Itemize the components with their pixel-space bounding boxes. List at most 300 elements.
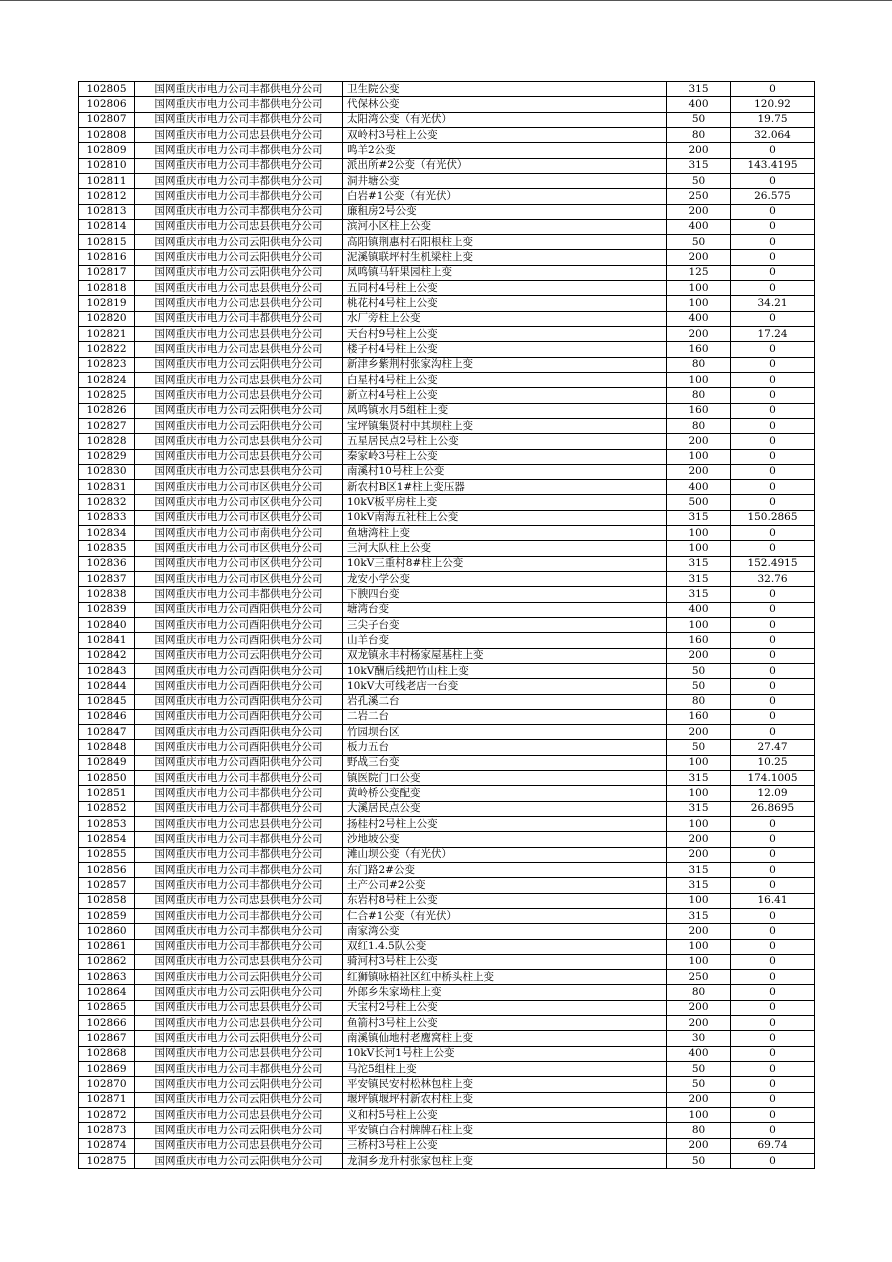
company-cell: 国网重庆市电力公司丰都供电分公司 bbox=[135, 158, 343, 173]
transformer-name-cell: 派出所#2公变（有光伏） bbox=[343, 158, 667, 173]
company-cell: 国网重庆市电力公司酉阳供电分公司 bbox=[135, 633, 343, 648]
company-cell: 国网重庆市电力公司忠县供电分公司 bbox=[135, 219, 343, 234]
capacity-cell: 50 bbox=[667, 1062, 731, 1077]
transformer-name-cell: 洞井塘公变 bbox=[343, 173, 667, 188]
capacity-cell: 250 bbox=[667, 970, 731, 985]
company-cell: 国网重庆市电力公司丰都供电分公司 bbox=[135, 173, 343, 188]
transformer-name-cell: 龙洞乡龙升村张家包柱上变 bbox=[343, 1153, 667, 1168]
transformer-name-cell: 东岩村8号柱上公变 bbox=[343, 893, 667, 908]
value-cell: 0 bbox=[731, 449, 815, 464]
transformer-name-cell: 鸣羊2公变 bbox=[343, 143, 667, 158]
table-row bbox=[79, 296, 815, 311]
capacity-cell: 100 bbox=[667, 617, 731, 632]
value-cell: 0 bbox=[731, 1077, 815, 1092]
row-id-cell: 102866 bbox=[79, 1016, 135, 1031]
value-cell: 0 bbox=[731, 709, 815, 724]
row-id-cell: 102830 bbox=[79, 464, 135, 479]
capacity-cell: 200 bbox=[667, 648, 731, 663]
company-cell: 国网重庆市电力公司忠县供电分公司 bbox=[135, 1046, 343, 1061]
row-id-cell: 102820 bbox=[79, 311, 135, 326]
capacity-cell: 100 bbox=[667, 954, 731, 969]
row-id-cell: 102809 bbox=[79, 143, 135, 158]
value-cell: 0 bbox=[731, 587, 815, 602]
value-cell: 0 bbox=[731, 939, 815, 954]
row-id-cell: 102870 bbox=[79, 1077, 135, 1092]
table-row bbox=[79, 663, 815, 678]
company-cell: 国网重庆市电力公司市区供电分公司 bbox=[135, 572, 343, 587]
table-row bbox=[79, 878, 815, 893]
row-id-cell: 102875 bbox=[79, 1153, 135, 1168]
capacity-cell: 315 bbox=[667, 82, 731, 97]
capacity-cell: 200 bbox=[667, 1016, 731, 1031]
transformer-table bbox=[78, 81, 815, 1169]
capacity-cell: 50 bbox=[667, 173, 731, 188]
value-cell: 0 bbox=[731, 832, 815, 847]
transformer-name-cell: 双龙镇永丰村杨家屋基柱上变 bbox=[343, 648, 667, 663]
table-row bbox=[79, 633, 815, 648]
row-id-cell: 102836 bbox=[79, 556, 135, 571]
capacity-cell: 100 bbox=[667, 296, 731, 311]
company-cell: 国网重庆市电力公司云阳供电分公司 bbox=[135, 418, 343, 433]
value-cell: 69.74 bbox=[731, 1138, 815, 1153]
row-id-cell: 102826 bbox=[79, 403, 135, 418]
transformer-name-cell: 野战三台变 bbox=[343, 755, 667, 770]
value-cell: 0 bbox=[731, 418, 815, 433]
row-id-cell: 102859 bbox=[79, 908, 135, 923]
capacity-cell: 200 bbox=[667, 847, 731, 862]
capacity-cell: 80 bbox=[667, 388, 731, 403]
table-row bbox=[79, 1062, 815, 1077]
transformer-name-cell: 10kV三重村8#柱上公变 bbox=[343, 556, 667, 571]
transformer-name-cell: 五星居民点2号柱上公变 bbox=[343, 434, 667, 449]
row-id-cell: 102817 bbox=[79, 265, 135, 280]
company-cell: 国网重庆市电力公司酉阳供电分公司 bbox=[135, 694, 343, 709]
company-cell: 国网重庆市电力公司丰都供电分公司 bbox=[135, 112, 343, 127]
row-id-cell: 102824 bbox=[79, 372, 135, 387]
table-row bbox=[79, 342, 815, 357]
value-cell: 0 bbox=[731, 434, 815, 449]
row-id-cell: 102810 bbox=[79, 158, 135, 173]
value-cell: 0 bbox=[731, 1016, 815, 1031]
value-cell: 0 bbox=[731, 847, 815, 862]
value-cell: 0 bbox=[731, 541, 815, 556]
table-row bbox=[79, 908, 815, 923]
capacity-cell: 50 bbox=[667, 679, 731, 694]
transformer-name-cell: 滨河小区柱上公变 bbox=[343, 219, 667, 234]
value-cell: 152.4915 bbox=[731, 556, 815, 571]
table-row bbox=[79, 143, 815, 158]
capacity-cell: 315 bbox=[667, 556, 731, 571]
capacity-cell: 200 bbox=[667, 725, 731, 740]
company-cell: 国网重庆市电力公司云阳供电分公司 bbox=[135, 235, 343, 250]
company-cell: 国网重庆市电力公司酉阳供电分公司 bbox=[135, 602, 343, 617]
company-cell: 国网重庆市电力公司忠县供电分公司 bbox=[135, 327, 343, 342]
table-row bbox=[79, 265, 815, 280]
row-id-cell: 102839 bbox=[79, 602, 135, 617]
table-row bbox=[79, 817, 815, 832]
value-cell: 0 bbox=[731, 725, 815, 740]
table-row bbox=[79, 1107, 815, 1122]
capacity-cell: 315 bbox=[667, 908, 731, 923]
capacity-cell: 200 bbox=[667, 434, 731, 449]
company-cell: 国网重庆市电力公司丰都供电分公司 bbox=[135, 189, 343, 204]
table-row bbox=[79, 587, 815, 602]
table-row bbox=[79, 786, 815, 801]
transformer-name-cell: 廉租房2号公变 bbox=[343, 204, 667, 219]
table-row bbox=[79, 97, 815, 112]
row-id-cell: 102806 bbox=[79, 97, 135, 112]
company-cell: 国网重庆市电力公司酉阳供电分公司 bbox=[135, 617, 343, 632]
company-cell: 国网重庆市电力公司市区供电分公司 bbox=[135, 510, 343, 525]
company-cell: 国网重庆市电力公司丰都供电分公司 bbox=[135, 939, 343, 954]
company-cell: 国网重庆市电力公司丰都供电分公司 bbox=[135, 878, 343, 893]
value-cell: 150.2865 bbox=[731, 510, 815, 525]
company-cell: 国网重庆市电力公司丰都供电分公司 bbox=[135, 1062, 343, 1077]
table-row bbox=[79, 740, 815, 755]
transformer-name-cell: 10kV板平房柱上变 bbox=[343, 495, 667, 510]
table-row bbox=[79, 556, 815, 571]
capacity-cell: 80 bbox=[667, 694, 731, 709]
transformer-name-cell: 龙安小学公变 bbox=[343, 572, 667, 587]
capacity-cell: 315 bbox=[667, 158, 731, 173]
company-cell: 国网重庆市电力公司云阳供电分公司 bbox=[135, 1153, 343, 1168]
table-row bbox=[79, 694, 815, 709]
capacity-cell: 100 bbox=[667, 526, 731, 541]
transformer-name-cell: 二岩二台 bbox=[343, 709, 667, 724]
table-body bbox=[79, 82, 815, 1169]
company-cell: 国网重庆市电力公司忠县供电分公司 bbox=[135, 372, 343, 387]
value-cell: 0 bbox=[731, 1107, 815, 1122]
table-row bbox=[79, 219, 815, 234]
value-cell: 0 bbox=[731, 388, 815, 403]
transformer-name-cell: 三河大队柱上公变 bbox=[343, 541, 667, 556]
row-id-cell: 102835 bbox=[79, 541, 135, 556]
row-id-cell: 102872 bbox=[79, 1107, 135, 1122]
row-id-cell: 102858 bbox=[79, 893, 135, 908]
row-id-cell: 102816 bbox=[79, 250, 135, 265]
row-id-cell: 102869 bbox=[79, 1062, 135, 1077]
value-cell: 0 bbox=[731, 1092, 815, 1107]
company-cell: 国网重庆市电力公司忠县供电分公司 bbox=[135, 1016, 343, 1031]
transformer-name-cell: 双岭村3号柱上公变 bbox=[343, 127, 667, 142]
table-row bbox=[79, 725, 815, 740]
value-cell: 143.4195 bbox=[731, 158, 815, 173]
capacity-cell: 200 bbox=[667, 1000, 731, 1015]
transformer-name-cell: 新津乡紫荆村张家沟柱上变 bbox=[343, 357, 667, 372]
table-row bbox=[79, 449, 815, 464]
transformer-name-cell: 红狮镇咏梧社区红中桥头柱上变 bbox=[343, 970, 667, 985]
table-row bbox=[79, 924, 815, 939]
table-row bbox=[79, 82, 815, 97]
transformer-name-cell: 仁合#1公变（有光伏） bbox=[343, 908, 667, 923]
value-cell: 0 bbox=[731, 970, 815, 985]
capacity-cell: 80 bbox=[667, 357, 731, 372]
page-top-border bbox=[0, 0, 892, 1]
table-row bbox=[79, 403, 815, 418]
value-cell: 0 bbox=[731, 924, 815, 939]
table-row bbox=[79, 1016, 815, 1031]
table-row bbox=[79, 954, 815, 969]
row-id-cell: 102827 bbox=[79, 418, 135, 433]
capacity-cell: 315 bbox=[667, 587, 731, 602]
table-row bbox=[79, 1153, 815, 1168]
row-id-cell: 102846 bbox=[79, 709, 135, 724]
value-cell: 0 bbox=[731, 1000, 815, 1015]
company-cell: 国网重庆市电力公司忠县供电分公司 bbox=[135, 464, 343, 479]
value-cell: 0 bbox=[731, 173, 815, 188]
company-cell: 国网重庆市电力公司忠县供电分公司 bbox=[135, 1138, 343, 1153]
value-cell: 0 bbox=[731, 265, 815, 280]
row-id-cell: 102845 bbox=[79, 694, 135, 709]
table-row bbox=[79, 541, 815, 556]
row-id-cell: 102822 bbox=[79, 342, 135, 357]
row-id-cell: 102807 bbox=[79, 112, 135, 127]
transformer-name-cell: 天台村9号柱上公变 bbox=[343, 327, 667, 342]
capacity-cell: 50 bbox=[667, 663, 731, 678]
table-row bbox=[79, 679, 815, 694]
transformer-name-cell: 三桥村3号柱上公变 bbox=[343, 1138, 667, 1153]
company-cell: 国网重庆市电力公司云阳供电分公司 bbox=[135, 1077, 343, 1092]
table-row bbox=[79, 204, 815, 219]
row-id-cell: 102843 bbox=[79, 663, 135, 678]
company-cell: 国网重庆市电力公司忠县供电分公司 bbox=[135, 281, 343, 296]
transformer-name-cell: 南溪镇仙地村老鹰窝柱上变 bbox=[343, 1031, 667, 1046]
company-cell: 国网重庆市电力公司丰都供电分公司 bbox=[135, 143, 343, 158]
value-cell: 27.47 bbox=[731, 740, 815, 755]
row-id-cell: 102867 bbox=[79, 1031, 135, 1046]
capacity-cell: 315 bbox=[667, 862, 731, 877]
table-row bbox=[79, 709, 815, 724]
value-cell: 17.24 bbox=[731, 327, 815, 342]
capacity-cell: 80 bbox=[667, 985, 731, 1000]
company-cell: 国网重庆市电力公司云阳供电分公司 bbox=[135, 403, 343, 418]
row-id-cell: 102850 bbox=[79, 771, 135, 786]
transformer-name-cell: 平安镇白合村牌牌石柱上变 bbox=[343, 1123, 667, 1138]
value-cell: 0 bbox=[731, 1123, 815, 1138]
row-id-cell: 102813 bbox=[79, 204, 135, 219]
company-cell: 国网重庆市电力公司忠县供电分公司 bbox=[135, 434, 343, 449]
table-row bbox=[79, 1031, 815, 1046]
table-row bbox=[79, 189, 815, 204]
transformer-name-cell: 镇医院门口公变 bbox=[343, 771, 667, 786]
value-cell: 0 bbox=[731, 143, 815, 158]
row-id-cell: 102805 bbox=[79, 82, 135, 97]
table-row bbox=[79, 372, 815, 387]
table-row bbox=[79, 755, 815, 770]
company-cell: 国网重庆市电力公司云阳供电分公司 bbox=[135, 250, 343, 265]
row-id-cell: 102865 bbox=[79, 1000, 135, 1015]
table-row bbox=[79, 281, 815, 296]
company-cell: 国网重庆市电力公司丰都供电分公司 bbox=[135, 908, 343, 923]
row-id-cell: 102828 bbox=[79, 434, 135, 449]
capacity-cell: 50 bbox=[667, 235, 731, 250]
company-cell: 国网重庆市电力公司云阳供电分公司 bbox=[135, 1092, 343, 1107]
company-cell: 国网重庆市电力公司忠县供电分公司 bbox=[135, 342, 343, 357]
value-cell: 0 bbox=[731, 602, 815, 617]
row-id-cell: 102821 bbox=[79, 327, 135, 342]
value-cell: 0 bbox=[731, 526, 815, 541]
row-id-cell: 102852 bbox=[79, 801, 135, 816]
transformer-name-cell: 代保林公变 bbox=[343, 97, 667, 112]
capacity-cell: 315 bbox=[667, 510, 731, 525]
capacity-cell: 200 bbox=[667, 327, 731, 342]
row-id-cell: 102808 bbox=[79, 127, 135, 142]
company-cell: 国网重庆市电力公司酉阳供电分公司 bbox=[135, 709, 343, 724]
table-row bbox=[79, 235, 815, 250]
capacity-cell: 315 bbox=[667, 878, 731, 893]
capacity-cell: 200 bbox=[667, 832, 731, 847]
row-id-cell: 102815 bbox=[79, 235, 135, 250]
row-id-cell: 102861 bbox=[79, 939, 135, 954]
table-row bbox=[79, 112, 815, 127]
value-cell: 0 bbox=[731, 954, 815, 969]
value-cell: 32.76 bbox=[731, 572, 815, 587]
table-row bbox=[79, 1077, 815, 1092]
company-cell: 国网重庆市电力公司丰都供电分公司 bbox=[135, 862, 343, 877]
row-id-cell: 102812 bbox=[79, 189, 135, 204]
row-id-cell: 102842 bbox=[79, 648, 135, 663]
row-id-cell: 102837 bbox=[79, 572, 135, 587]
capacity-cell: 50 bbox=[667, 1077, 731, 1092]
value-cell: 0 bbox=[731, 1031, 815, 1046]
company-cell: 国网重庆市电力公司忠县供电分公司 bbox=[135, 817, 343, 832]
transformer-name-cell: 桃花村4号柱上公变 bbox=[343, 296, 667, 311]
capacity-cell: 160 bbox=[667, 709, 731, 724]
table-row bbox=[79, 985, 815, 1000]
company-cell: 国网重庆市电力公司市区供电分公司 bbox=[135, 556, 343, 571]
row-id-cell: 102857 bbox=[79, 878, 135, 893]
table-row bbox=[79, 617, 815, 632]
company-cell: 国网重庆市电力公司云阳供电分公司 bbox=[135, 970, 343, 985]
company-cell: 国网重庆市电力公司忠县供电分公司 bbox=[135, 954, 343, 969]
company-cell: 国网重庆市电力公司云阳供电分公司 bbox=[135, 1031, 343, 1046]
capacity-cell: 50 bbox=[667, 112, 731, 127]
table-row bbox=[79, 801, 815, 816]
transformer-name-cell: 白岩#1公变（有光伏） bbox=[343, 189, 667, 204]
transformer-name-cell: 10kV酬后线把竹山柱上变 bbox=[343, 663, 667, 678]
company-cell: 国网重庆市电力公司云阳供电分公司 bbox=[135, 265, 343, 280]
transformer-name-cell: 岩孔溪二台 bbox=[343, 694, 667, 709]
company-cell: 国网重庆市电力公司忠县供电分公司 bbox=[135, 127, 343, 142]
value-cell: 0 bbox=[731, 281, 815, 296]
company-cell: 国网重庆市电力公司丰都供电分公司 bbox=[135, 97, 343, 112]
transformer-name-cell: 下腴四台变 bbox=[343, 587, 667, 602]
transformer-name-cell: 高阳镇荆惠村石阳根柱上变 bbox=[343, 235, 667, 250]
capacity-cell: 315 bbox=[667, 801, 731, 816]
company-cell: 国网重庆市电力公司忠县供电分公司 bbox=[135, 449, 343, 464]
value-cell: 0 bbox=[731, 908, 815, 923]
capacity-cell: 100 bbox=[667, 817, 731, 832]
company-cell: 国网重庆市电力公司丰都供电分公司 bbox=[135, 847, 343, 862]
capacity-cell: 50 bbox=[667, 740, 731, 755]
table-row bbox=[79, 158, 815, 173]
capacity-cell: 500 bbox=[667, 495, 731, 510]
company-cell: 国网重庆市电力公司忠县供电分公司 bbox=[135, 893, 343, 908]
transformer-name-cell: 大溪居民点公变 bbox=[343, 801, 667, 816]
company-cell: 国网重庆市电力公司丰都供电分公司 bbox=[135, 587, 343, 602]
transformer-name-cell: 山羊台变 bbox=[343, 633, 667, 648]
transformer-name-cell: 凤鸣镇马轩果园柱上变 bbox=[343, 265, 667, 280]
transformer-name-cell: 水厂旁柱上公变 bbox=[343, 311, 667, 326]
value-cell: 0 bbox=[731, 82, 815, 97]
table-row bbox=[79, 250, 815, 265]
table-row bbox=[79, 495, 815, 510]
table-row bbox=[79, 648, 815, 663]
capacity-cell: 315 bbox=[667, 771, 731, 786]
capacity-cell: 200 bbox=[667, 1138, 731, 1153]
transformer-name-cell: 三尖子台变 bbox=[343, 617, 667, 632]
capacity-cell: 100 bbox=[667, 939, 731, 954]
company-cell: 国网重庆市电力公司丰都供电分公司 bbox=[135, 311, 343, 326]
row-id-cell: 102864 bbox=[79, 985, 135, 1000]
row-id-cell: 102854 bbox=[79, 832, 135, 847]
company-cell: 国网重庆市电力公司丰都供电分公司 bbox=[135, 924, 343, 939]
capacity-cell: 100 bbox=[667, 449, 731, 464]
row-id-cell: 102811 bbox=[79, 173, 135, 188]
transformer-name-cell: 平安镇民安村松林包柱上变 bbox=[343, 1077, 667, 1092]
table-row bbox=[79, 771, 815, 786]
capacity-cell: 100 bbox=[667, 755, 731, 770]
value-cell: 0 bbox=[731, 204, 815, 219]
company-cell: 国网重庆市电力公司酉阳供电分公司 bbox=[135, 755, 343, 770]
capacity-cell: 200 bbox=[667, 143, 731, 158]
company-cell: 国网重庆市电力公司酉阳供电分公司 bbox=[135, 740, 343, 755]
table-row bbox=[79, 832, 815, 847]
transformer-name-cell: 10kV南海五社柱上公变 bbox=[343, 510, 667, 525]
transformer-name-cell: 鱼箭村3号柱上公变 bbox=[343, 1016, 667, 1031]
capacity-cell: 250 bbox=[667, 189, 731, 204]
transformer-name-cell: 新立村4号柱上公变 bbox=[343, 388, 667, 403]
transformer-name-cell: 太阳湾公变（有光伏） bbox=[343, 112, 667, 127]
table-row bbox=[79, 510, 815, 525]
capacity-cell: 100 bbox=[667, 1107, 731, 1122]
row-id-cell: 102832 bbox=[79, 495, 135, 510]
transformer-name-cell: 天宝村2号柱上公变 bbox=[343, 1000, 667, 1015]
value-cell: 0 bbox=[731, 311, 815, 326]
transformer-name-cell: 泥溪镇联坪村生机梁柱上变 bbox=[343, 250, 667, 265]
transformer-name-cell: 秦家岭3号柱上公变 bbox=[343, 449, 667, 464]
value-cell: 0 bbox=[731, 648, 815, 663]
transformer-name-cell: 沙地坡公变 bbox=[343, 832, 667, 847]
capacity-cell: 400 bbox=[667, 480, 731, 495]
value-cell: 0 bbox=[731, 617, 815, 632]
capacity-cell: 160 bbox=[667, 342, 731, 357]
capacity-cell: 200 bbox=[667, 1092, 731, 1107]
table-row bbox=[79, 327, 815, 342]
company-cell: 国网重庆市电力公司丰都供电分公司 bbox=[135, 786, 343, 801]
row-id-cell: 102831 bbox=[79, 480, 135, 495]
company-cell: 国网重庆市电力公司酉阳供电分公司 bbox=[135, 725, 343, 740]
company-cell: 国网重庆市电力公司市南供电分公司 bbox=[135, 526, 343, 541]
company-cell: 国网重庆市电力公司丰都供电分公司 bbox=[135, 801, 343, 816]
table-row bbox=[79, 1092, 815, 1107]
value-cell: 34.21 bbox=[731, 296, 815, 311]
capacity-cell: 400 bbox=[667, 311, 731, 326]
row-id-cell: 102874 bbox=[79, 1138, 135, 1153]
value-cell: 120.92 bbox=[731, 97, 815, 112]
transformer-name-cell: 楼子村4号柱上公变 bbox=[343, 342, 667, 357]
value-cell: 0 bbox=[731, 817, 815, 832]
row-id-cell: 102840 bbox=[79, 617, 135, 632]
transformer-name-cell: 双红1.4.5队公变 bbox=[343, 939, 667, 954]
value-cell: 16.41 bbox=[731, 893, 815, 908]
capacity-cell: 200 bbox=[667, 250, 731, 265]
capacity-cell: 400 bbox=[667, 97, 731, 112]
transformer-name-cell: 卫生院公变 bbox=[343, 82, 667, 97]
value-cell: 32.064 bbox=[731, 127, 815, 142]
value-cell: 0 bbox=[731, 862, 815, 877]
transformer-name-cell: 南溪村10号柱上公变 bbox=[343, 464, 667, 479]
